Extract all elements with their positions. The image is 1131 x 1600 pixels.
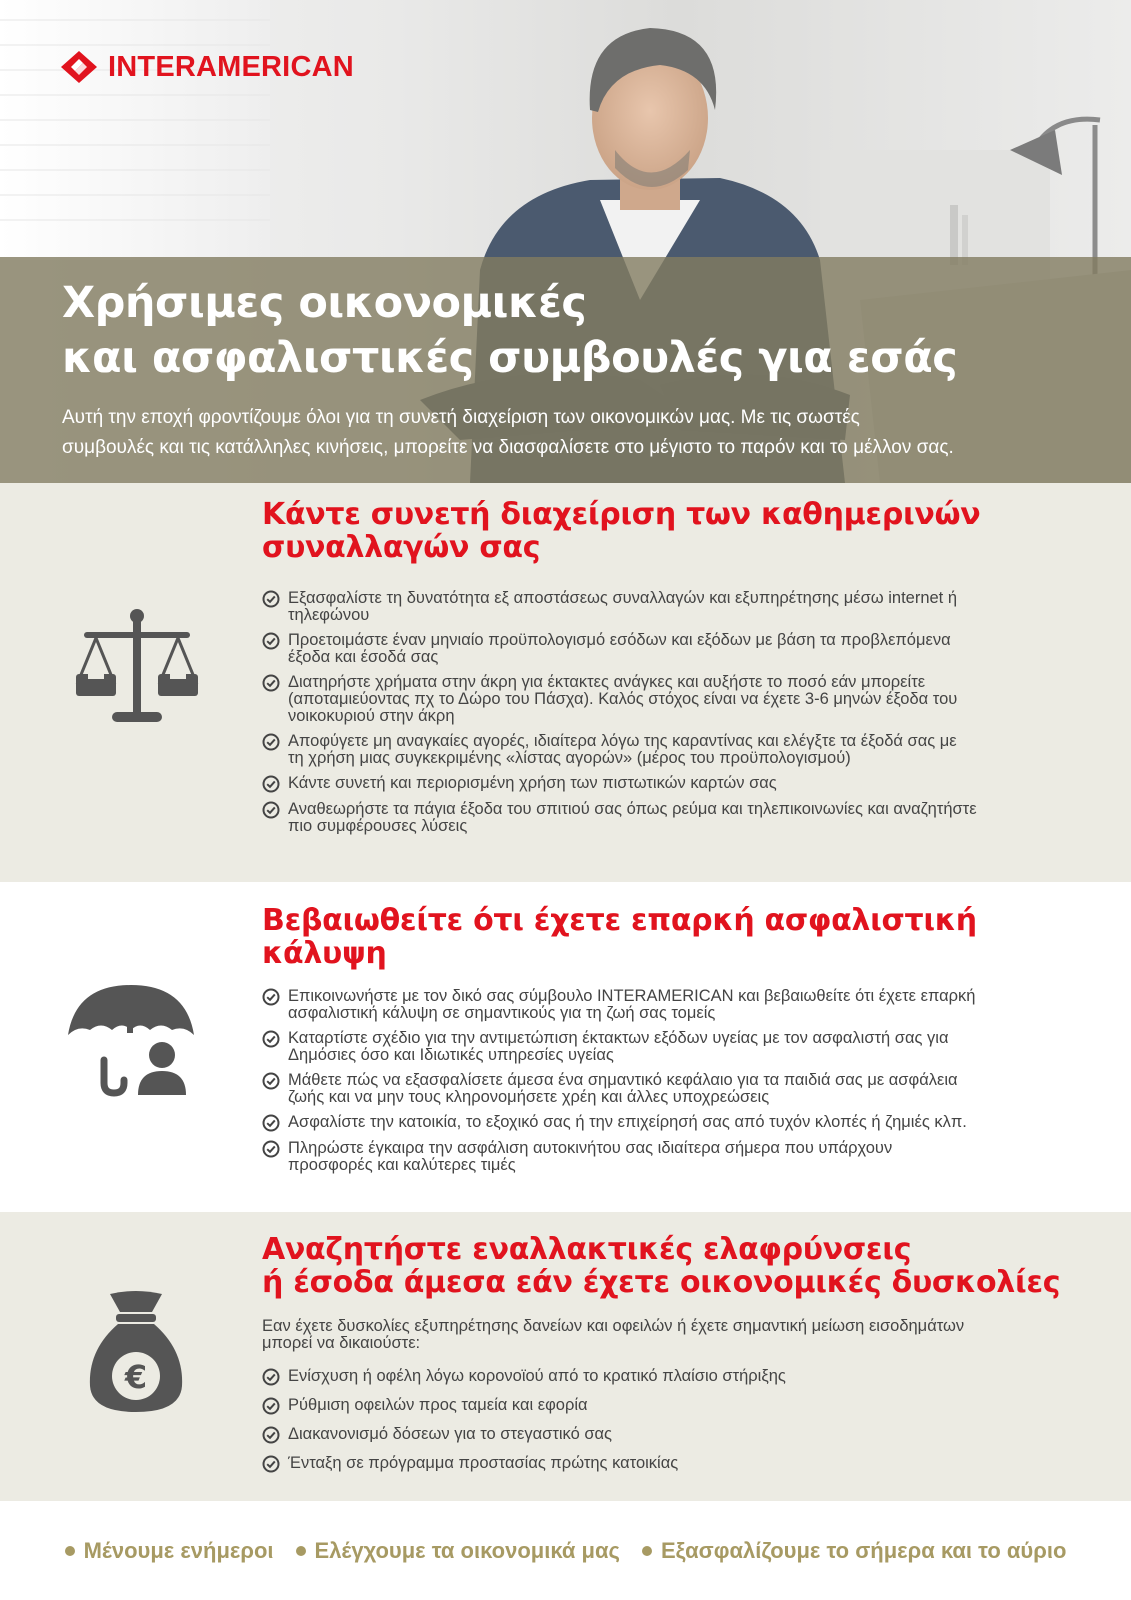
check-circle-icon — [262, 632, 280, 650]
check-circle-icon — [262, 775, 280, 793]
tip-item — [262, 1072, 1042, 1106]
section-1-tips — [262, 590, 1042, 843]
tip-item — [262, 632, 1042, 666]
tip-item — [262, 775, 1042, 793]
tip-text: Αναθεωρήστε τα πάγια έξοδα του σπιτιού σας όπως ρεύμα και τηλεπικοινωνίες και αναζητήστε πιο συμφέρουσες λύσεις — [288, 800, 977, 835]
tip-text: Εξασφαλίστε τη δυνατότητα εξ αποστάσεως συναλλαγών και εξυπηρέτησης μέσω internet ή τηλεφώνου — [288, 589, 958, 624]
section-2-title-line-1: Βεβαιωθείτε ότι έχετε επαρκή ασφαλιστική — [262, 903, 977, 938]
bullet-dot-icon — [296, 1546, 306, 1556]
tip-item — [262, 1455, 1042, 1473]
page-title-line-2: και ασφαλιστικές συμβουλές για εσάς — [62, 333, 958, 383]
section-3-tips — [262, 1368, 1042, 1484]
section-3-title-line-2: ή έσοδα άμεσα εάν έχετε οικονομικές δυσκολίες — [262, 1265, 1061, 1300]
tip-item — [262, 801, 1042, 835]
section-1-title — [262, 498, 980, 564]
section-3-title-line-1: Αναζητήστε εναλλακτικές ελαφρύνσεις — [262, 1232, 912, 1267]
interamerican-logo-mark — [60, 50, 98, 84]
intro-line-2: συμβουλές και τις κατάλληλες κινήσεις, μπορείτε να διασφαλίσετε στο μέγιστο το παρόν και το μέλλον σας. — [62, 437, 954, 458]
tip-item — [262, 1140, 1042, 1174]
section-1-title-line-1: Κάντε συνετή διαχείριση των καθημερινών — [262, 497, 981, 532]
footer-slogans — [0, 1501, 1131, 1600]
check-circle-icon — [262, 1030, 280, 1048]
svg-text:€: € — [124, 1358, 148, 1396]
check-circle-icon — [262, 801, 280, 819]
tip-text: Καταρτίστε σχέδιο για την αντιμετώπιση έκτακτων εξόδων υγείας με τον ασφαλιστή σας για Δημόσιες όσο και Ιδιωτικές υπηρεσίες υγείας — [288, 1029, 949, 1064]
bullet-dot-icon — [65, 1546, 75, 1556]
tip-item — [262, 674, 1042, 725]
tip-item — [262, 1426, 1042, 1444]
check-circle-icon — [262, 1368, 280, 1386]
check-circle-icon — [262, 1455, 280, 1473]
check-circle-icon — [262, 1397, 280, 1415]
tip-text: Επικοινωνήστε με τον δικό σας σύμβουλο INTERAMERICAN και βεβαιωθείτε ότι έχετε επαρκή ασφαλιστική κάλυψη σε σημαντικούς για τη ζωή σας τομείς — [288, 987, 976, 1022]
section-3-title — [262, 1233, 1060, 1299]
money-bag-euro-icon — [88, 1290, 184, 1414]
tip-text: Ένταξη σε πρόγραμμα προστασίας πρώτης κατοικίας — [288, 1454, 679, 1472]
tip-item — [262, 733, 1042, 767]
check-circle-icon — [262, 1072, 280, 1090]
intro-line-1: Αυτή την εποχή φροντίζουμε όλοι για τη συνετή διαχείριση των οικονομικών μας. Με τις σωστές — [62, 407, 860, 428]
section-insurance-coverage — [0, 882, 1131, 1212]
check-circle-icon — [262, 1140, 280, 1158]
tip-text: Διατηρήστε χρήματα στην άκρη για έκτακτες ανάγκες και αυξήστε το ποσό εάν μπορείτε (αποταμιεύοντας πχ το Δώρο του Πάσχα). Καλός στόχος είναι να έχετε 3-6 μηνών έξοδα του νοικοκυριού στην άκρη — [288, 673, 958, 725]
brand-logo — [60, 50, 354, 84]
brand-name: INTERAMERICAN — [108, 50, 354, 83]
section-daily-transactions — [0, 483, 1131, 882]
footer-item-text: Εξασφαλίζουμε το σήμερα και το αύριο — [660, 1537, 1067, 1563]
page-title — [62, 276, 957, 386]
tip-text: Προετοιμάστε έναν μηνιαίο προϋπολογισμό εσόδων και εξόδων με βάση τα προβλεπόμενα έξοδα και έσοδά σας — [288, 631, 951, 666]
tip-text: Αποφύγετε μη αναγκαίες αγορές, ιδιαίτερα λόγω της καραντίνας και ελέγξτε τα έξοδά σας με τη χρήση μιας συγκεκριμένης «λίστας αγορών» (μέρος του προϋπολογισμού) — [288, 732, 957, 767]
tip-item — [262, 1030, 1042, 1064]
tip-text: Μάθετε πώς να εξασφαλίσετε άμεσα ένα σημαντικό κεφάλαιο για τα παιδιά σας με ασφάλεια ζωής και να μην τους κληρονομήσετε χρέη και άλλες υποχρεώσεις — [288, 1071, 958, 1106]
check-circle-icon — [262, 1114, 280, 1132]
tip-text: Ρύθμιση οφειλών προς ταμεία και εφορία — [288, 1396, 588, 1414]
section-2-tips — [262, 988, 1042, 1182]
tip-text: Ενίσχυση ή οφέλη λόγω κορονοϊού από το κρατικό πλαίσιο στήριξης — [288, 1367, 786, 1385]
tip-item — [262, 988, 1042, 1022]
footer-item — [65, 1538, 274, 1564]
footer-item-text: Ελέγχουμε τα οικονομικά μας — [314, 1537, 620, 1563]
check-circle-icon — [262, 988, 280, 1006]
footer-item — [642, 1538, 1066, 1564]
section-financial-relief — [0, 1212, 1131, 1501]
section-1-title-line-2: συναλλαγών σας — [262, 530, 541, 565]
tip-item — [262, 1114, 1042, 1132]
tip-text: Πληρώστε έγκαιρα την ασφάλιση αυτοκινήτου σας ιδιαίτερα σήμερα που υπάρχουν προσφορές και καλύτερες τιμές — [288, 1139, 893, 1174]
section-2-title — [262, 904, 977, 970]
tip-item — [262, 1397, 1042, 1415]
check-circle-icon — [262, 733, 280, 751]
page-title-line-1: Χρήσιμες οικονομικές — [62, 278, 587, 328]
tip-item — [262, 590, 1042, 624]
tip-item — [262, 1368, 1042, 1386]
check-circle-icon — [262, 1426, 280, 1444]
hero-banner — [0, 0, 1131, 483]
check-circle-icon — [262, 674, 280, 692]
bullet-dot-icon — [642, 1546, 652, 1556]
footer-item-text: Μένουμε ενήμεροι — [83, 1537, 274, 1563]
tip-text: Ασφαλίστε την κατοικία, το εξοχικό σας ή την επιχείρησή σας από τυχόν κλοπές ή ζημιές κλπ. — [288, 1113, 967, 1131]
footer-item — [296, 1538, 620, 1564]
tip-text: Κάντε συνετή και περιορισμένη χρήση των πιστωτικών καρτών σας — [288, 774, 777, 792]
intro-text — [62, 403, 1102, 463]
section-2-title-line-2: κάλυψη — [262, 936, 387, 971]
scales-icon — [74, 608, 200, 726]
umbrella-person-icon — [66, 985, 196, 1097]
tip-text: Διακανονισμό δόσεων για το στεγαστικό σας — [288, 1425, 613, 1443]
check-circle-icon — [262, 590, 280, 608]
section-3-intro: Εαν έχετε δυσκολίες εξυπηρέτησης δανείων και οφειλών ή έχετε σημαντική μείωση εισοδημάτων μπορεί να δικαιούστε: — [262, 1317, 965, 1352]
